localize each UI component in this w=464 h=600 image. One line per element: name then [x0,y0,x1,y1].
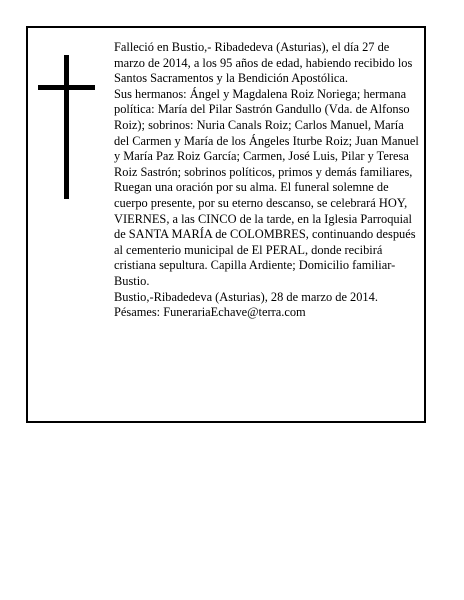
family-list: Sus hermanos: Ángel y Magdalena Roiz Noriega; hermana política: María del Pilar Sastrón Gandullo (Vda. de Alfonso Roiz); sobrinos: Nuria Canals Roiz; Carlos Manuel, María del Carmen y María de los Ángeles Iturbe Roiz; Juan Manuel y María Paz Roiz García; Carmen, José Luis, Pilar y Teresa Roiz Sastrón; sobrinos políticos, primos y demás familiares, [114,86,419,179]
cross-icon-bar [38,85,95,90]
place-and-date: Bustio,-Ribadedeva (Asturias), 28 de marzo de 2014. [114,289,378,304]
cross-icon [64,55,69,199]
obituary-text [114,40,420,321]
death-announcement: Falleció en Bustio,- Ribadedeva (Asturias), el día 27 de marzo de 2014, a los 95 años de edad, habiendo recibido los Santos Sacramentos y la Bendición Apostólica. [114,40,413,86]
funeral-details: Ruegan una oración por su alma. El funeral solemne de cuerpo presente, por su eterno descanso, se celebrará HOY, VIERNES, a las CINCO de la tarde, en la Iglesia Parroquial de SANTA MARÍA de COLOMBRES, continuando después al cementerio municipal de El PERAL, donde recibirá cristiana sepultura. Capilla Ardiente; Domicilio familiar-Bustio. [114,180,416,288]
condolences-contact: Pésames: FunerariaEchave@terra.com [114,305,306,320]
